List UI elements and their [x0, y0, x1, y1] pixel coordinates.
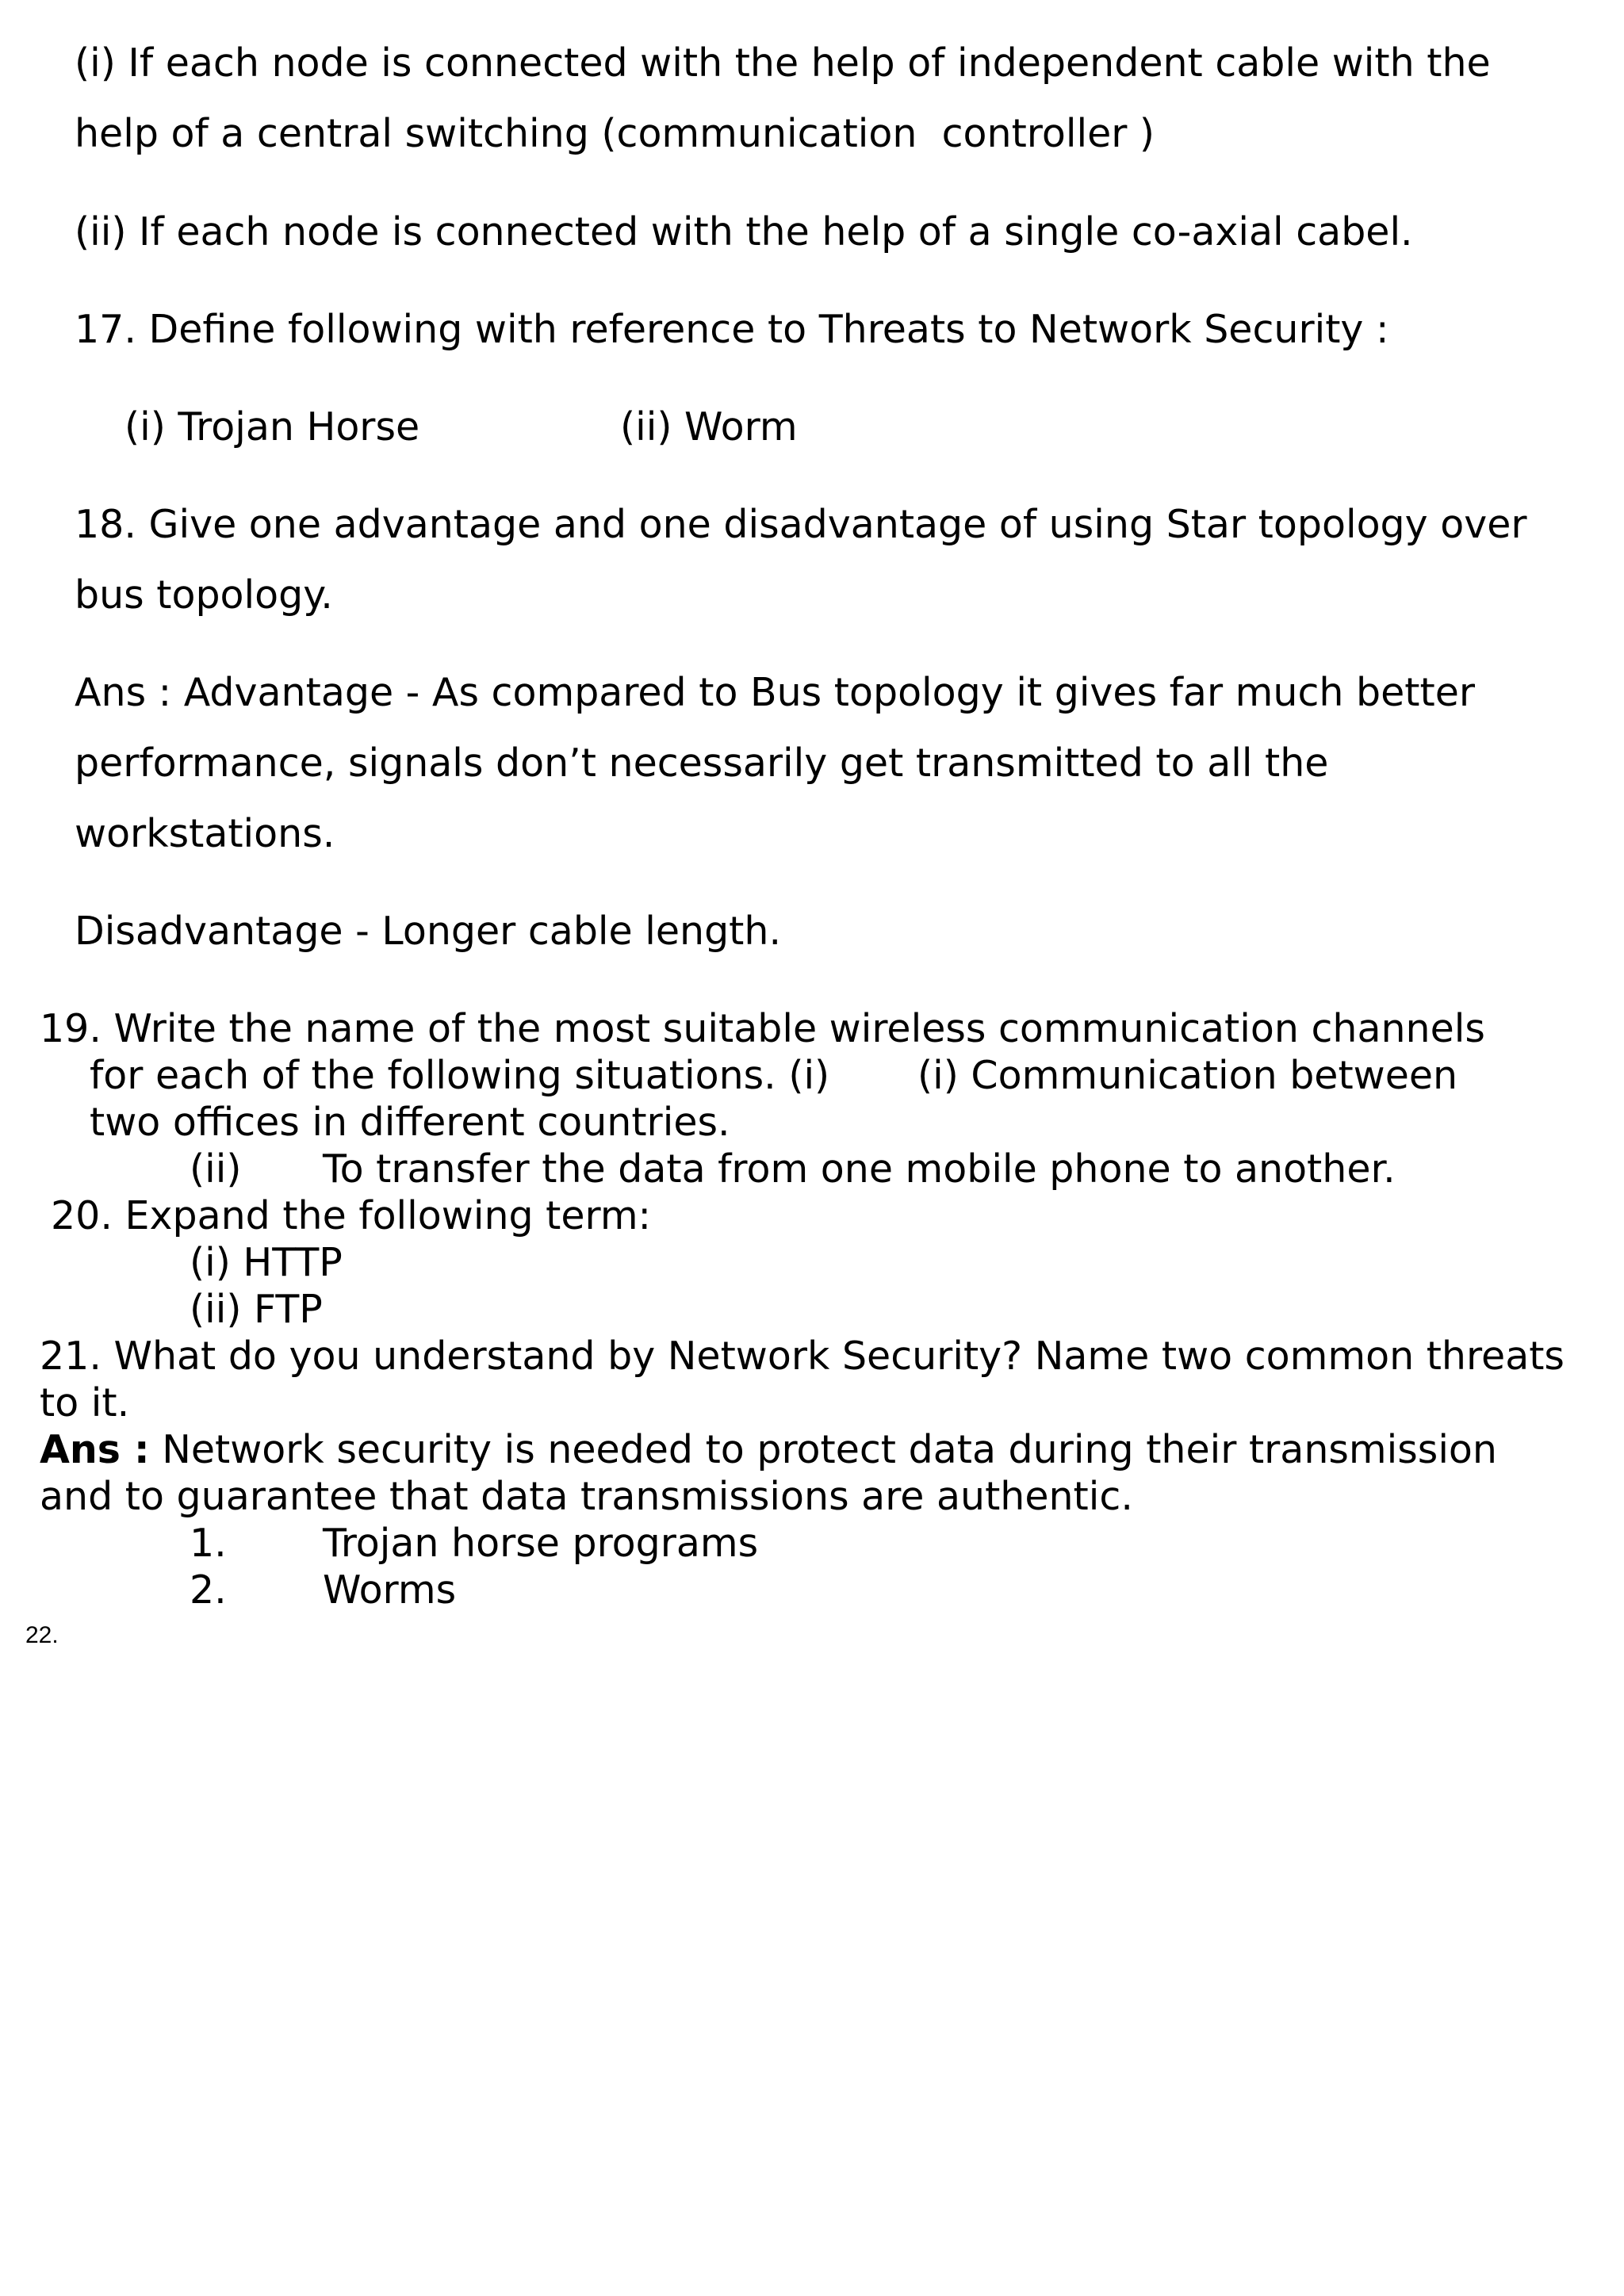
q21-item-2-number: 2.	[190, 1567, 227, 1613]
q18-question-line-2: bus topology.	[75, 572, 333, 618]
q21-answer-line-1-text: Network security is needed to protect data during their transmission	[149, 1427, 1497, 1472]
q22-label: 22.	[25, 1622, 59, 1648]
q16-option-1-line-2: help of a central switching (communication controller )	[75, 111, 1155, 156]
q17-part-1: (i) Trojan Horse	[124, 404, 420, 450]
q19-line-3: two offices in different countries.	[90, 1100, 730, 1145]
q19-part-2-text: To transfer the data from one mobile phone to another.	[323, 1146, 1396, 1192]
q19-line-1: 19. Write the name of the most suitable wireless communication channels	[40, 1006, 1485, 1051]
q21-item-1-number: 1.	[190, 1521, 227, 1566]
q18-answer-line-2: performance, signals don’t necessarily get transmitted to all the	[75, 740, 1329, 786]
q21-item-1-text: Trojan horse programs	[323, 1521, 759, 1566]
q19-part-2-label: (ii)	[190, 1146, 242, 1192]
q20-part-1: (i) HTTP	[190, 1240, 343, 1285]
q18-answer-line-3: workstations.	[75, 811, 335, 856]
q19-line-2b: (i) Communication between	[917, 1053, 1458, 1098]
q21-answer-line-1	[40, 1426, 1497, 1474]
q16-option-1-line-1: (i) If each node is connected with the help of independent cable with the	[75, 40, 1491, 86]
q21-line-2: to it.	[40, 1380, 130, 1425]
q17-question: 17. Define following with reference to Threats to Network Security :	[75, 307, 1389, 352]
q19-line-2a: for each of the following situations. (i)	[90, 1053, 830, 1098]
q21-answer-label: Ans :	[40, 1427, 150, 1472]
q21-answer-line-2: and to guarantee that data transmissions are authentic.	[40, 1474, 1133, 1519]
q18-disadvantage: Disadvantage - Longer cable length.	[75, 909, 782, 954]
q18-answer-line-1: Ans : Advantage - As compared to Bus topology it gives far much better	[75, 670, 1476, 715]
q17-part-2: (ii) Worm	[620, 404, 798, 450]
q21-line-1: 21. What do you understand by Network Security? Name two common threats	[40, 1334, 1565, 1379]
q20-part-2: (ii) FTP	[190, 1287, 323, 1332]
q16-option-2: (ii) If each node is connected with the help of a single co-axial cabel.	[75, 209, 1413, 254]
q20-question: 20. Expand the following term:	[51, 1193, 652, 1238]
q21-item-2-text: Worms	[323, 1567, 457, 1613]
q18-question-line-1: 18. Give one advantage and one disadvantage of using Star topology over	[75, 502, 1527, 547]
